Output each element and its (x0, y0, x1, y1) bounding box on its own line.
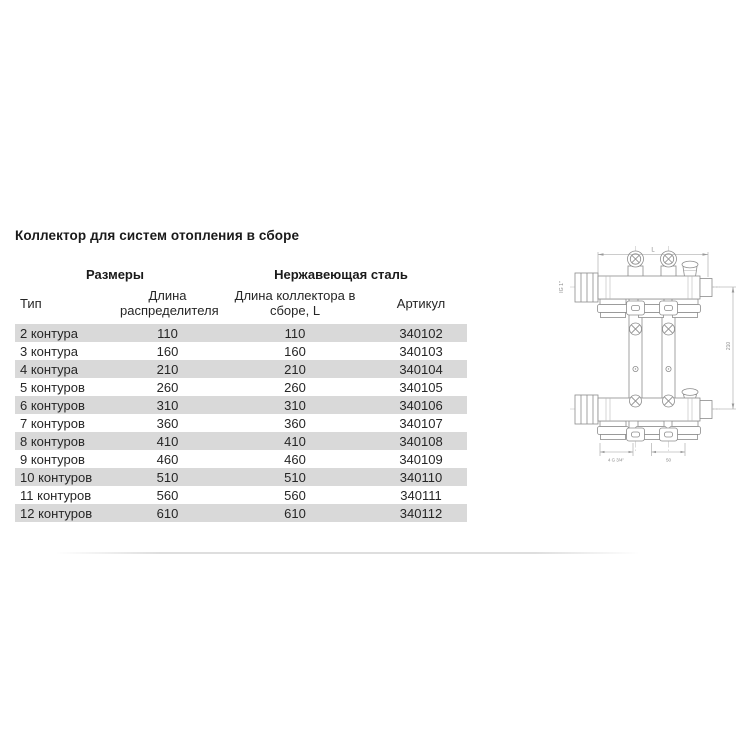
distributor-length-cell: 260 (156, 379, 179, 395)
bottom-manifold (575, 395, 712, 424)
distributor-length-cell: 210 (156, 361, 179, 377)
distributor-length-cell: 460 (156, 451, 179, 467)
air-vent-valve-bottom (682, 389, 698, 399)
type-cell: 6 контуров (20, 397, 85, 413)
column-header-row (15, 284, 467, 324)
article-cell: 340102 (399, 325, 443, 341)
page-title: Коллектор для систем отопления в сборе (15, 228, 300, 243)
assembly-length-cell: 510 (284, 469, 306, 485)
assembly-length-cell: 360 (284, 415, 306, 431)
type-cell: 10 контуров (20, 469, 93, 485)
assembly-length-cell: 460 (284, 451, 306, 467)
assembly-length-cell: 260 (284, 379, 306, 395)
column-header-article: Артикул (396, 295, 446, 311)
table-row (15, 396, 467, 414)
article-cell: 340111 (400, 487, 442, 503)
table-row (15, 342, 467, 360)
distributor-length-cell: 510 (156, 469, 179, 485)
table-row (15, 468, 467, 486)
distributor-length-cell: 410 (156, 433, 179, 449)
table-row (15, 486, 467, 504)
table-row (15, 414, 467, 432)
table-row (15, 450, 467, 468)
article-cell: 340105 (399, 379, 443, 395)
column-header-assembly-length: Длина коллектора в сборе, L (234, 288, 356, 318)
column-header-type: Тип (20, 295, 42, 311)
type-cell: 8 контуров (20, 433, 85, 449)
type-cell: 12 контуров (20, 505, 93, 521)
type-cell: 2 контура (20, 325, 78, 341)
article-cell: 340108 (399, 433, 443, 449)
column-header-distributor-length: Длина распределителя (120, 288, 219, 318)
dimension-right (713, 287, 736, 409)
distributor-length-cell: 360 (156, 415, 179, 431)
distributor-length-cell: 560 (156, 487, 179, 503)
assembly-length-cell: 110 (284, 325, 306, 341)
distributor-length-cell: 160 (156, 343, 179, 359)
article-cell: 340110 (399, 469, 443, 485)
table-row (15, 378, 467, 396)
distributor-length-cell: 610 (156, 505, 179, 521)
dim-label-L: L (651, 247, 655, 254)
table-row (15, 360, 467, 378)
dim-label-50: 50 (665, 457, 672, 463)
dim-label-210: 210 (726, 341, 732, 351)
assembly-length-cell: 160 (284, 343, 306, 359)
assembly-length-cell: 610 (284, 505, 306, 521)
bottom-outlet-fittings (598, 421, 701, 440)
article-cell: 340104 (399, 361, 443, 377)
assembly-length-cell: 210 (284, 361, 306, 377)
table-row (15, 432, 467, 450)
group-header-row (15, 264, 467, 284)
top-manifold (575, 273, 712, 302)
article-cell: 340112 (399, 505, 443, 521)
table-row (15, 504, 467, 522)
dimension-bottom (600, 443, 685, 463)
type-cell: 9 контуров (20, 451, 85, 467)
table-body (15, 324, 467, 522)
group-header-dimensions: Размеры (86, 266, 144, 282)
type-cell: 7 контуров (20, 415, 85, 431)
dim-label-ig1: IG 1" (559, 281, 565, 293)
table-row (15, 324, 467, 342)
flow-meters (628, 251, 677, 277)
manifold-technical-drawing (550, 233, 746, 485)
distributor-length-cell: 310 (156, 397, 179, 413)
type-cell: 5 контуров (20, 379, 85, 395)
article-cell: 340106 (399, 397, 443, 413)
bottom-divider (55, 552, 640, 554)
manifold-drawing-svg (550, 233, 746, 485)
assembly-length-cell: 310 (284, 397, 306, 413)
article-cell: 340107 (399, 415, 443, 431)
air-vent-valve-top (682, 261, 698, 276)
spec-table (15, 264, 467, 522)
article-cell: 340103 (399, 343, 443, 359)
dimension-left (559, 281, 565, 293)
type-cell: 11 контуров (20, 487, 92, 503)
assembly-length-cell: 560 (284, 487, 306, 503)
type-cell: 4 контура (20, 361, 78, 377)
article-cell: 340109 (399, 451, 443, 467)
distributor-length-cell: 110 (157, 325, 178, 341)
assembly-length-cell: 410 (284, 433, 306, 449)
dim-label-g34: 4 G 3/4" (608, 457, 624, 463)
top-outlet-fittings (598, 299, 701, 318)
group-header-stainless-steel: Нержавеющая сталь (274, 266, 408, 282)
type-cell: 3 контура (20, 343, 78, 359)
